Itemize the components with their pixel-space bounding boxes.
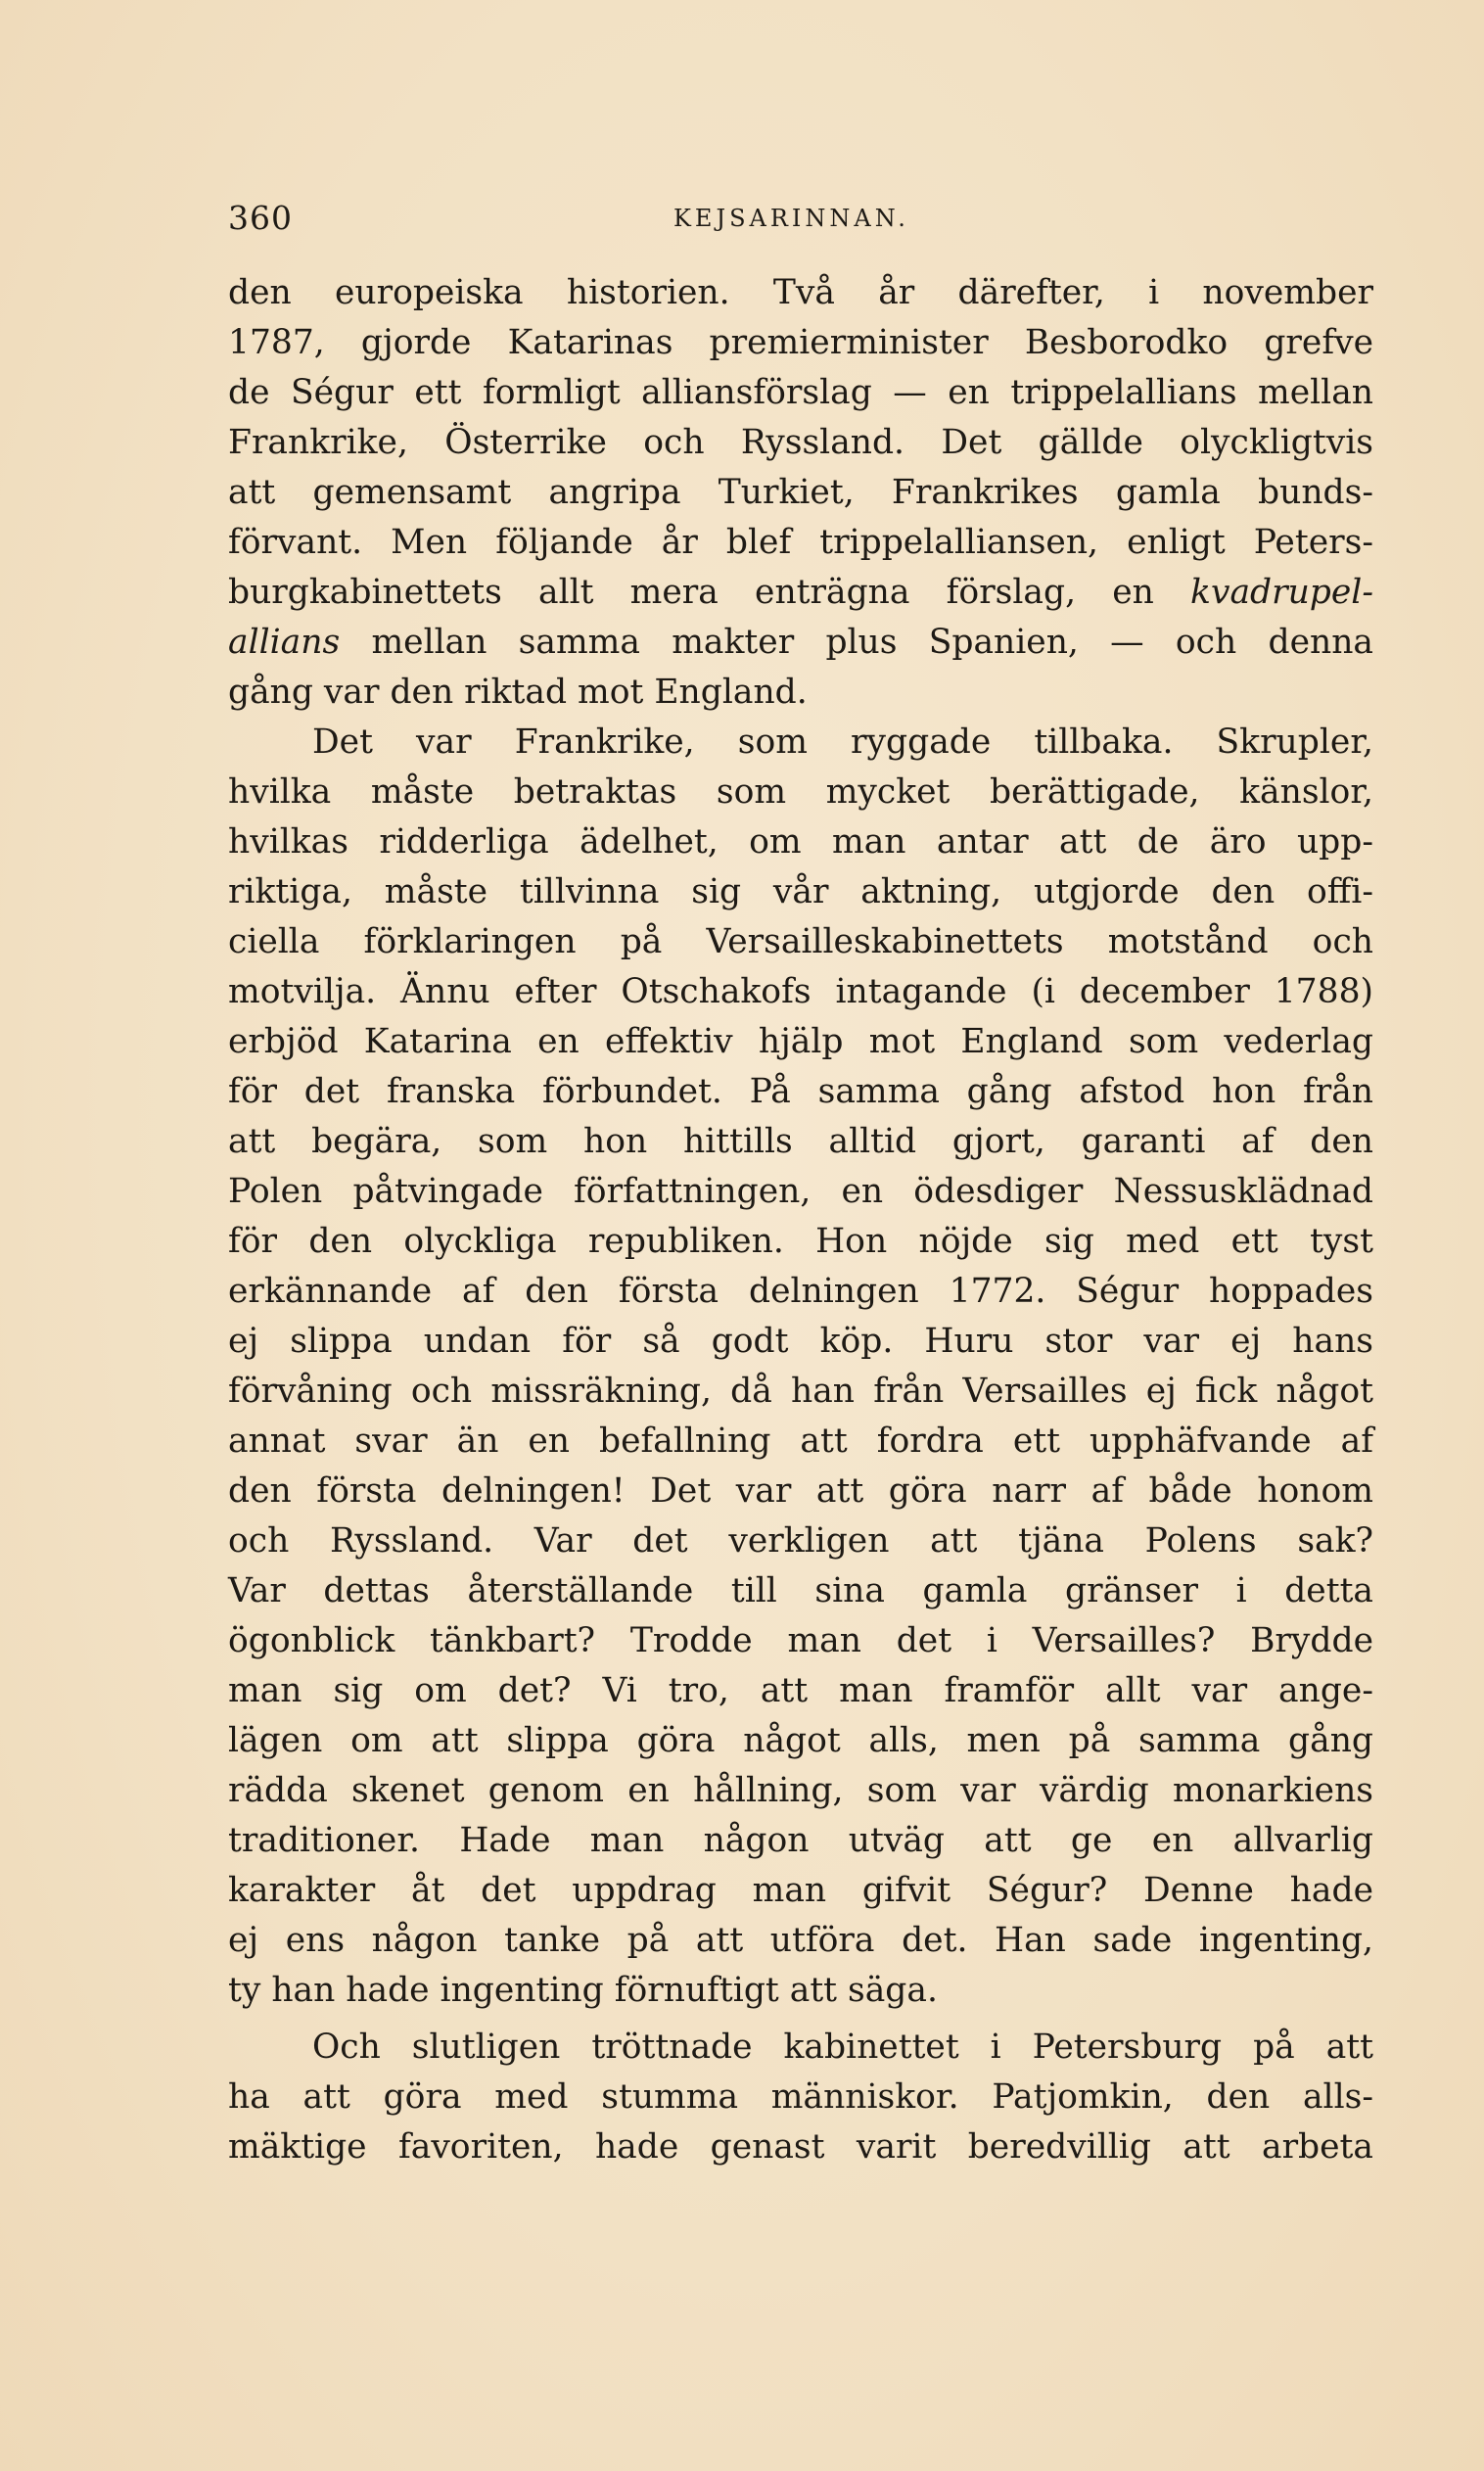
text-line: och Ryssland. Var det verkligen att tjäna Polens sak? [228,1521,1373,1561]
text-line-mixed [228,618,1373,668]
text-line: annat svar än en befallning att fordra ett upphäfvande af [228,1422,1373,1461]
text-line: ej slippa undan för så godt köp. Huru stor var ej hans [228,1322,1373,1361]
text-line: Polen påtvingade författningen, en ödesdiger Nessusklädnad [228,1172,1373,1211]
text-line: erbjöd Katarina en effektiv hjälp mot England som vederlag [228,1022,1373,1061]
text-line: Var dettas återställande till sina gamla gränser i detta [228,1571,1373,1610]
text-line: lägen om att slippa göra något alls, men på samma gång [228,1721,1373,1760]
page-number: 360 [228,199,293,237]
text-line: riktiga, måste tillvinna sig vår aktning, utgjorde den offi- [228,872,1373,911]
text-line: ty han hade ingenting förnuftigt att säga. [228,1971,938,2010]
text-line: traditioner. Hade man någon utväg att ge en allvarlig [228,1821,1373,1860]
text-line: för det franska förbundet. På samma gång afstod hon från [228,1072,1373,1111]
body-text [228,268,1373,2172]
page-header [228,199,1373,248]
paragraph-start-line: Och slutligen tröttnade kabinettet i Petersburg på att [312,2028,1373,2067]
text-line: gång var den riktad mot England. [228,673,808,712]
text-line: ciella förklaringen på Versailleskabinettets motstånd och [228,922,1373,961]
text-line: ha att göra med stumma människor. Patjomkin, den alls- [228,2077,1373,2117]
text-line: Frankrike, Österrike och Ryssland. Det gällde olyckligtvis [228,423,1373,462]
italic-word: kvadrupel- [1190,573,1374,612]
text-line: förvåning och missräkning, då han från Versailles ej fick något [228,1372,1373,1411]
text-line: den europeiska historien. Två år därefter, i november [228,273,1373,312]
text-line: 1787, gjorde Katarinas premierminister Besborodko grefve [228,323,1373,362]
text-segment: burgkabinettets allt mera enträgna förslag, en [228,573,1154,612]
text-line: de Ségur ett formligt alliansförslag — en trippelallians mellan [228,373,1373,412]
italic-word: allians [228,623,341,662]
paragraph-start-line: Det var Frankrike, som ryggade tillbaka. Skrupler, [312,723,1373,762]
text-line: motvilja. Ännu efter Otschakofs intagande (i december 1788) [228,972,1373,1011]
text-line: att gemensamt angripa Turkiet, Frankrikes gamla bunds- [228,473,1373,512]
text-line: mäktige favoriten, hade genast varit beredvillig att arbeta [228,2127,1373,2167]
text-line: den första delningen! Det var att göra narr af både honom [228,1471,1373,1511]
text-line: förvant. Men följande år blef trippelalliansen, enligt Peters- [228,523,1373,562]
text-line: rädda skenet genom en hållning, som var värdig monarkiens [228,1771,1373,1810]
text-line: ej ens någon tanke på att utföra det. Han sade ingenting, [228,1921,1373,1960]
text-line: erkännande af den första delningen 1772. Ségur hoppades [228,1272,1373,1311]
text-line: hvilka måste betraktas som mycket berättigade, känslor, [228,772,1373,812]
text-segment: mellan samma makter plus Spanien, — och denna [371,623,1373,662]
text-line: ögonblick tänkbart? Trodde man det i Versailles? Brydde [228,1621,1373,1660]
text-line: för den olyckliga republiken. Hon nöjde sig med ett tyst [228,1222,1373,1261]
text-line: man sig om det? Vi tro, att man framför allt var ange- [228,1671,1373,1710]
text-line: hvilkas ridderliga ädelhet, om man antar att de äro upp- [228,822,1373,862]
text-line: karakter åt det uppdrag man gifvit Ségur? Denne hade [228,1871,1373,1910]
text-line: att begära, som hon hittills alltid gjort, garanti af den [228,1122,1373,1161]
running-head: KEJSARINNAN. [673,205,909,232]
text-line-mixed [228,568,1373,618]
